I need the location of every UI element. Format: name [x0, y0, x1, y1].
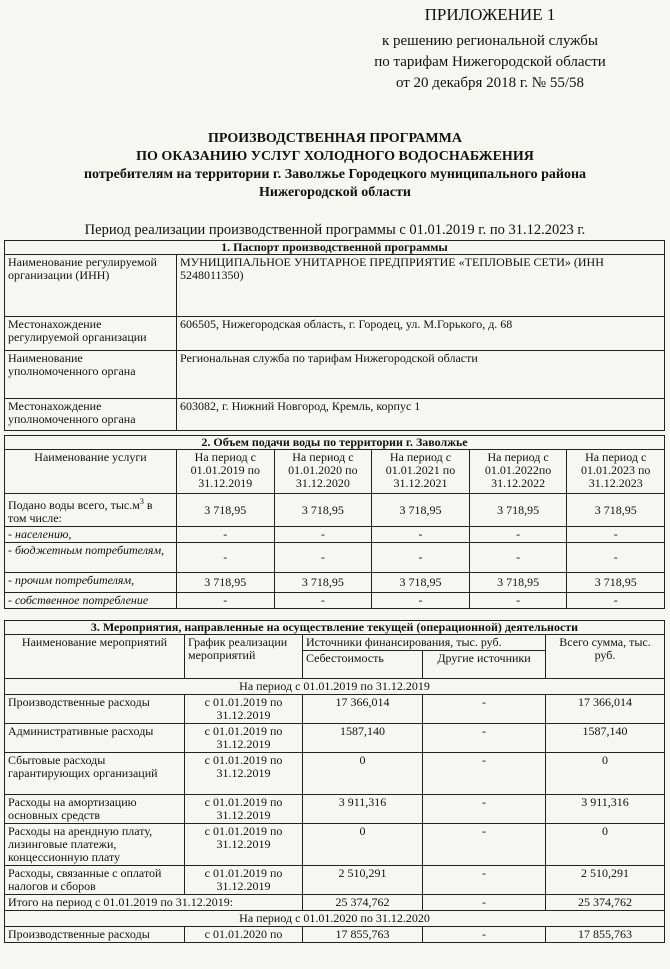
activity-cost: 17 366,014	[303, 695, 423, 724]
col-service: Наименование услуги	[5, 450, 177, 494]
section-3-title: 3. Мероприятия, направленные на осуществление текущей (операционной) деятельности	[5, 621, 665, 635]
col-other: Другие источники	[423, 651, 546, 679]
cell-value: -	[274, 593, 372, 609]
activity-cost: 1587,140	[303, 724, 423, 753]
subtotal-other: -	[423, 895, 546, 911]
activity-name: Сбытовые расходы гарантирующих организаций	[5, 753, 185, 795]
activity-cost: 17 855,763	[303, 927, 423, 943]
activity-other: -	[423, 753, 546, 795]
appendix-title: ПРИЛОЖЕНИЕ 1	[424, 5, 556, 24]
cell-value: 3 718,95	[567, 494, 665, 527]
passport-label: Местонахождение регулируемой организации	[5, 317, 177, 351]
cell-value: -	[469, 593, 567, 609]
cell-value: -	[372, 527, 470, 543]
appendix-line-2: по тарифам Нижегородской области	[374, 54, 606, 70]
table-row	[5, 593, 665, 609]
col-period: На период с 01.01.2021 по 31.12.2021	[372, 450, 470, 494]
activity-name: Расходы на арендную плату, лизинговые платежи, концессионную плату	[5, 824, 185, 866]
cell-value: 3 718,95	[177, 494, 275, 527]
activity-other: -	[423, 724, 546, 753]
row-label: - прочим потребителям,	[5, 573, 177, 593]
activity-name: Расходы, связанные с оплатой налогов и сборов	[5, 866, 185, 895]
passport-label: Местонахождение уполномоченного органа	[5, 399, 177, 431]
cell-value: -	[177, 593, 275, 609]
subtotal-total: 25 374,762	[546, 895, 665, 911]
heading-line-1: ПРОИЗВОДСТВЕННАЯ ПРОГРАММА	[208, 131, 462, 146]
activity-name: Производственные расходы	[5, 695, 185, 724]
activity-schedule: с 01.01.2019 по 31.12.2019	[185, 753, 303, 795]
section-1-title: 1. Паспорт производственной программы	[5, 241, 665, 255]
activity-name: Расходы на амортизацию основных средств	[5, 795, 185, 824]
passport-label: Наименование регулируемой организации (ИНН)	[5, 255, 177, 317]
table-row	[5, 724, 665, 753]
cell-value: -	[274, 543, 372, 573]
cell-value: 3 718,95	[274, 494, 372, 527]
col-period: На период с 01.01.2023 по 31.12.2023	[567, 450, 665, 494]
program-period: Период реализации производственной программы с 01.01.2019 г. по 31.12.2023 г.	[84, 222, 586, 238]
cell-value: -	[567, 593, 665, 609]
cell-value: 3 718,95	[177, 573, 275, 593]
table-row	[5, 695, 665, 724]
period-heading: На период с 01.01.2019 по 31.12.2019	[5, 679, 665, 695]
water-volume-table	[4, 435, 665, 609]
activity-schedule: с 01.01.2019 по 31.12.2019	[185, 724, 303, 753]
row-label: - бюджетным потребителям,	[5, 543, 177, 573]
activity-schedule: с 01.01.2019 по 31.12.2019	[185, 824, 303, 866]
passport-value: Региональная служба по тарифам Нижегородской области	[177, 351, 665, 399]
table-row	[5, 824, 665, 866]
col-period: На период с 01.01.2019 по 31.12.2019	[177, 450, 275, 494]
activity-other: -	[423, 824, 546, 866]
table-row	[5, 866, 665, 895]
cell-value: 3 718,95	[372, 573, 470, 593]
table-row	[5, 527, 665, 543]
heading-line-2: ПО ОКАЗАНИЮ УСЛУГ ХОЛОДНОГО ВОДОСНАБЖЕНИЯ	[136, 149, 534, 164]
activity-total: 2 510,291	[546, 866, 665, 895]
cell-value: -	[372, 593, 470, 609]
activity-total: 0	[546, 824, 665, 866]
activity-total: 17 855,763	[546, 927, 665, 943]
passport-value: МУНИЦИПАЛЬНОЕ УНИТАРНОЕ ПРЕДПРИЯТИЕ «ТЕПЛОВЫЕ СЕТИ» (ИНН 5248011350)	[177, 255, 665, 317]
table-row	[5, 494, 665, 527]
activity-total: 17 366,014	[546, 695, 665, 724]
activity-total: 1587,140	[546, 724, 665, 753]
cell-value: -	[567, 527, 665, 543]
subtotal-label: Итого на период с 01.01.2019 по 31.12.2019:	[5, 895, 303, 911]
activity-schedule: с 01.01.2019 по 31.12.2019	[185, 695, 303, 724]
activity-cost: 3 911,316	[303, 795, 423, 824]
total-label: Подано воды всего, $тыс.м^3$ в том числе:	[5, 494, 177, 527]
col-period: На период с 01.01.2020 по 31.12.2020	[274, 450, 372, 494]
appendix-line-3: от 20 декабря 2018 г. № 55/58	[395, 75, 585, 91]
cell-value: 3 718,95	[567, 573, 665, 593]
col-total: Всего сумма, тыс. руб.	[546, 635, 665, 679]
col-schedule: График реализации мероприятий	[185, 635, 303, 679]
cell-value: -	[469, 527, 567, 543]
cell-value: -	[177, 543, 275, 573]
activities-table	[4, 620, 665, 943]
cell-value: 3 718,95	[469, 573, 567, 593]
activity-schedule: с 01.01.2019 по 31.12.2019	[185, 795, 303, 824]
row-label: - собственное потребление	[5, 593, 177, 609]
activity-name: Административные расходы	[5, 724, 185, 753]
passport-value: 603082, г. Нижний Новгород, Кремль, корпус 1	[177, 399, 665, 431]
activity-total: 0	[546, 753, 665, 795]
row-label: - населению,	[5, 527, 177, 543]
cell-value: -	[469, 543, 567, 573]
col-period: На период с 01.01.2022по 31.12.2022	[469, 450, 567, 494]
cell-value: -	[372, 543, 470, 573]
activity-schedule: с 01.01.2019 по 31.12.2019	[185, 866, 303, 895]
table-row	[5, 543, 665, 573]
section-2-title: 2. Объем подачи воды по территории г. Заволжье	[5, 436, 665, 450]
activity-other: -	[423, 695, 546, 724]
subtotal-row	[5, 895, 665, 911]
table-row	[5, 753, 665, 795]
col-cost: Себестоимость	[303, 651, 423, 679]
cell-value: -	[274, 527, 372, 543]
table-row	[5, 795, 665, 824]
passport-value: 606505, Нижегородская область, г. Городец, ул. М.Горького, д. 68	[177, 317, 665, 351]
activity-cost: 2 510,291	[303, 866, 423, 895]
activity-other: -	[423, 866, 546, 895]
cell-value: 3 718,95	[469, 494, 567, 527]
activity-total: 3 911,316	[546, 795, 665, 824]
cell-value: -	[567, 543, 665, 573]
cell-value: -	[177, 527, 275, 543]
col-name: Наименование мероприятий	[5, 635, 185, 679]
heading-line-3: потребителям на территории г. Заволжье Городецкого муниципального района	[83, 167, 587, 182]
activity-schedule: с 01.01.2020 по	[185, 927, 303, 943]
cell-value: 3 718,95	[372, 494, 470, 527]
table-row	[5, 573, 665, 593]
passport-label: Наименование уполномоченного органа	[5, 351, 177, 399]
appendix-line-1: к решению региональной службы	[381, 33, 599, 49]
subtotal-cost: 25 374,762	[303, 895, 423, 911]
cell-value: 3 718,95	[274, 573, 372, 593]
activity-cost: 0	[303, 753, 423, 795]
table-row	[5, 927, 665, 943]
heading-line-4: Нижегородской области	[259, 185, 411, 200]
col-sources: Источники финансирования, тыс. руб.	[303, 635, 546, 651]
passport-table	[4, 240, 665, 431]
activity-other: -	[423, 927, 546, 943]
period-heading: На период с 01.01.2020 по 31.12.2020	[5, 911, 665, 927]
activity-name: Производственные расходы	[5, 927, 185, 943]
activity-cost: 0	[303, 824, 423, 866]
activity-other: -	[423, 795, 546, 824]
